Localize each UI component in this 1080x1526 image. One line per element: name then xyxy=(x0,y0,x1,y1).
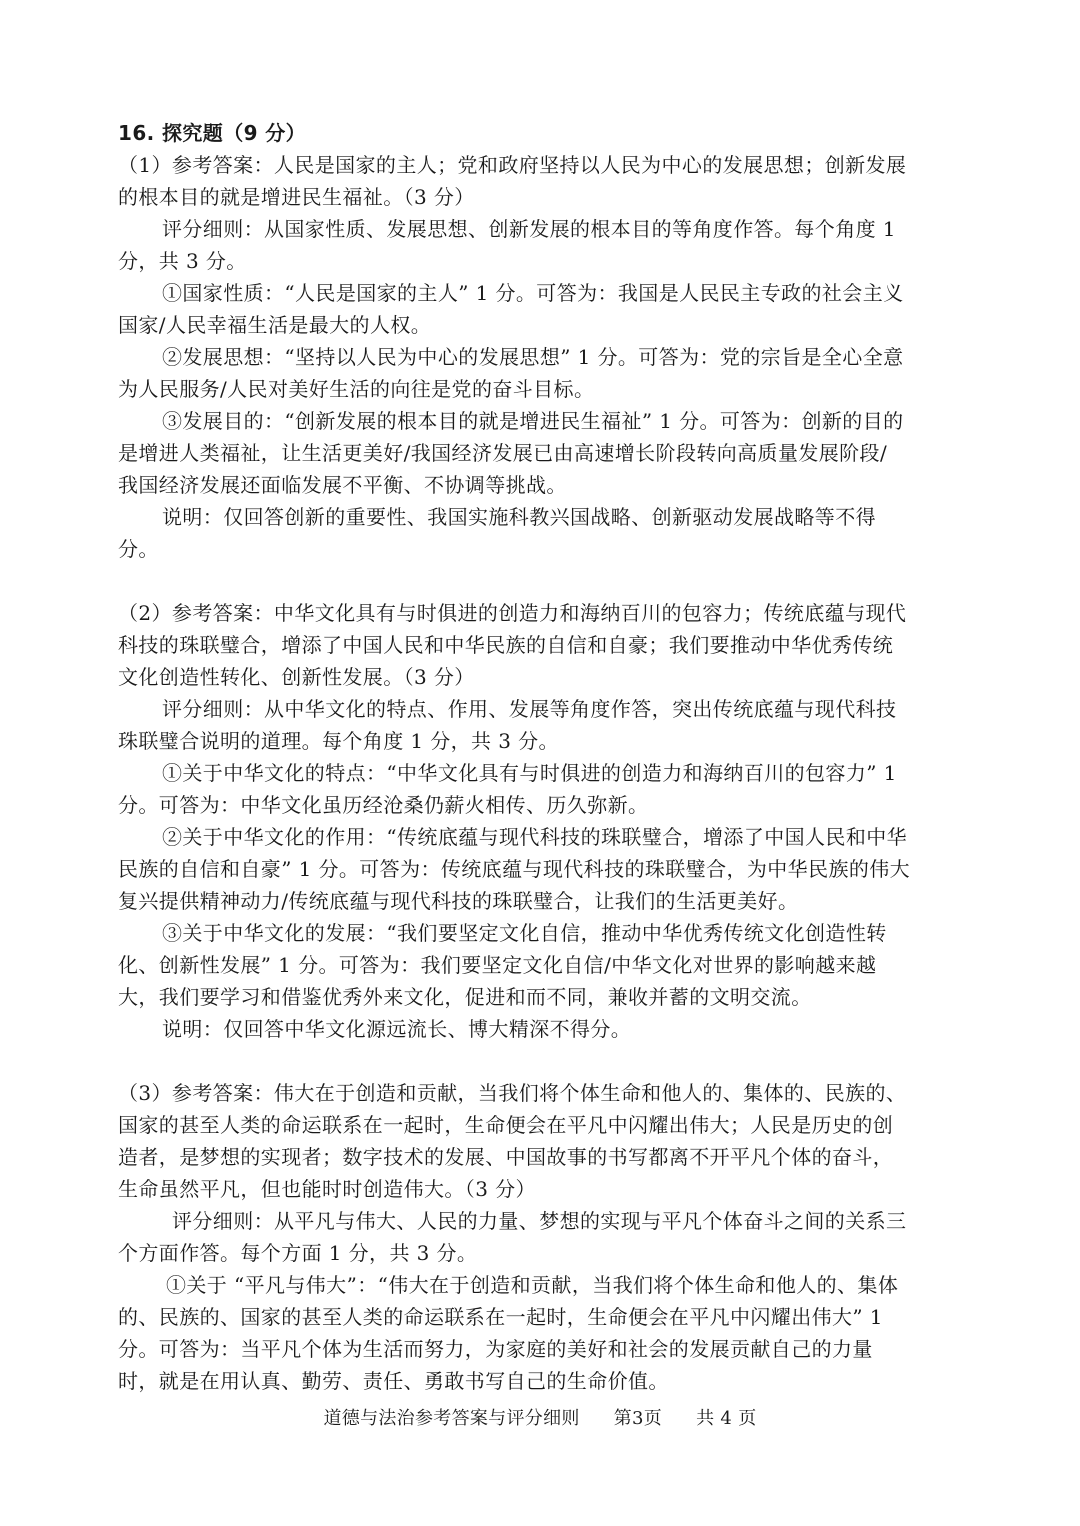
part1-point1-line-2: 国家/人民幸福生活是最大的人权。 xyxy=(118,313,432,337)
page-footer xyxy=(0,1406,1080,1432)
part1-point1-line-1: ①国家性质：“人民是国家的主人” 1 分。可答为：我国是人民民主专政的社会主义 xyxy=(162,281,904,305)
part3-rubric-line-1: 评分细则：从平凡与伟大、人民的力量、梦想的实现与平凡个体奋斗之间的关系三 xyxy=(172,1209,907,1233)
part3-point1-line-1: ①关于 “平凡与伟大”：“伟大在于创造和贡献，当我们将个体生命和他人的、集体 xyxy=(166,1273,899,1297)
part3-answer-line-1: （3）参考答案：伟大在于创造和贡献，当我们将个体生命和他人的、集体的、民族的、 xyxy=(118,1081,907,1105)
question-title: 16. 探究题（9 分） xyxy=(118,121,307,145)
part3-answer-line-4: 生命虽然平凡，但也能时时创造伟大。（3 分） xyxy=(118,1177,536,1201)
part2-point3-line-2: 化、创新性发展” 1 分。可答为：我们要坚定文化自信/中华文化对世界的影响越来越 xyxy=(118,953,877,977)
part2-point2-line-3: 复兴提供精神动力/传统底蕴与现代科技的珠联璧合，让我们的生活更美好。 xyxy=(118,889,799,913)
part3-point1-line-3: 分。可答为：当平凡个体为生活而努力，为家庭的美好和社会的发展贡献自己的力量 xyxy=(118,1337,873,1361)
part3-answer-line-3: 造者，是梦想的实现者；数字技术的发展、中国故事的书写都离不开平凡个体的奋斗， xyxy=(118,1145,894,1169)
part2-answer-line-2: 科技的珠联璧合，增添了中国人民和中华民族的自信和自豪；我们要推动中华优秀传统 xyxy=(118,633,894,657)
footer-page-total: 共 4 页 xyxy=(696,1408,757,1429)
part3-answer-line-2: 国家的甚至人类的命运联系在一起时，生命便会在平凡中闪耀出伟大；人民是历史的创 xyxy=(118,1113,894,1137)
part2-point3-line-3: 大，我们要学习和借鉴优秀外来文化，促进和而不同，兼收并蓄的文明交流。 xyxy=(118,985,812,1009)
part2-note-line: 说明：仅回答中华文化源远流长、博大精深不得分。 xyxy=(162,1017,632,1041)
part3-point1-line-4: 时，就是在用认真、勤劳、责任、勇敢书写自己的生命价值。 xyxy=(118,1369,669,1393)
part1-answer-line-2: 的根本目的就是增进民生福祉。（3 分） xyxy=(118,185,475,209)
part1-point3-line-2: 是增进人类福祉，让生活更美好/我国经济发展已由高速增长阶段转向高质量发展阶段/ xyxy=(118,441,888,465)
part2-point1-line-1: ①关于中华文化的特点：“中华文化具有与时俱进的创造力和海纳百川的包容力” 1 xyxy=(162,761,897,785)
part2-answer-line-1: （2）参考答案：中华文化具有与时俱进的创造力和海纳百川的包容力；传统底蕴与现代 xyxy=(118,601,907,625)
part1-point3-line-1: ③发展目的：“创新发展的根本目的就是增进民生福祉” 1 分。可答为：创新的目的 xyxy=(162,409,904,433)
part3-rubric-line-2: 个方面作答。每个方面 1 分，共 3 分。 xyxy=(118,1241,478,1265)
part1-answer-line-1: （1）参考答案：人民是国家的主人；党和政府坚持以人民为中心的发展思想；创新发展 xyxy=(118,153,907,177)
part2-point2-line-1: ②关于中华文化的作用：“传统底蕴与现代科技的珠联璧合，增添了中国人民和中华 xyxy=(162,825,908,849)
part2-rubric-line-2: 珠联璧合说明的道理。每个角度 1 分，共 3 分。 xyxy=(118,729,559,753)
part2-rubric-line-1: 评分细则：从中华文化的特点、作用、发展等角度作答，突出传统底蕴与现代科技 xyxy=(162,697,897,721)
part2-point3-line-1: ③关于中华文化的发展：“我们要坚定文化自信，推动中华优秀传统文化创造性转 xyxy=(162,921,887,945)
part2-answer-line-3: 文化创造性转化、创新性发展。（3 分） xyxy=(118,665,475,689)
part1-point2-line-1: ②发展思想：“坚持以人民为中心的发展思想” 1 分。可答为：党的宗旨是全心全意 xyxy=(162,345,904,369)
part1-point3-line-3: 我国经济发展还面临发展不平衡、不协调等挑战。 xyxy=(118,473,567,497)
part2-point1-line-2: 分。可答为：中华文化虽历经沧桑仍薪火相传、历久弥新。 xyxy=(118,793,649,817)
part1-note-line-2: 分。 xyxy=(118,537,159,561)
part1-point2-line-2: 为人民服务/人民对美好生活的向往是党的奋斗目标。 xyxy=(118,377,595,401)
part2-point2-line-2: 民族的自信和自豪” 1 分。可答为：传统底蕴与现代科技的珠联璧合，为中华民族的伟大 xyxy=(118,857,911,881)
part1-note-line-1: 说明：仅回答创新的重要性、我国实施科教兴国战略、创新驱动发展战略等不得 xyxy=(162,505,876,529)
footer-doc-title: 道德与法治参考答案与评分细则 xyxy=(323,1408,580,1429)
part1-rubric-line-2: 分，共 3 分。 xyxy=(118,249,247,273)
part1-rubric-line-1: 评分细则：从国家性质、发展思想、创新发展的根本目的等角度作答。每个角度 1 xyxy=(162,217,896,241)
footer-page-number: 第3页 xyxy=(613,1408,663,1429)
part3-point1-line-2: 的、民族的、国家的甚至人类的命运联系在一起时，生命便会在平凡中闪耀出伟大” 1 xyxy=(118,1305,883,1329)
